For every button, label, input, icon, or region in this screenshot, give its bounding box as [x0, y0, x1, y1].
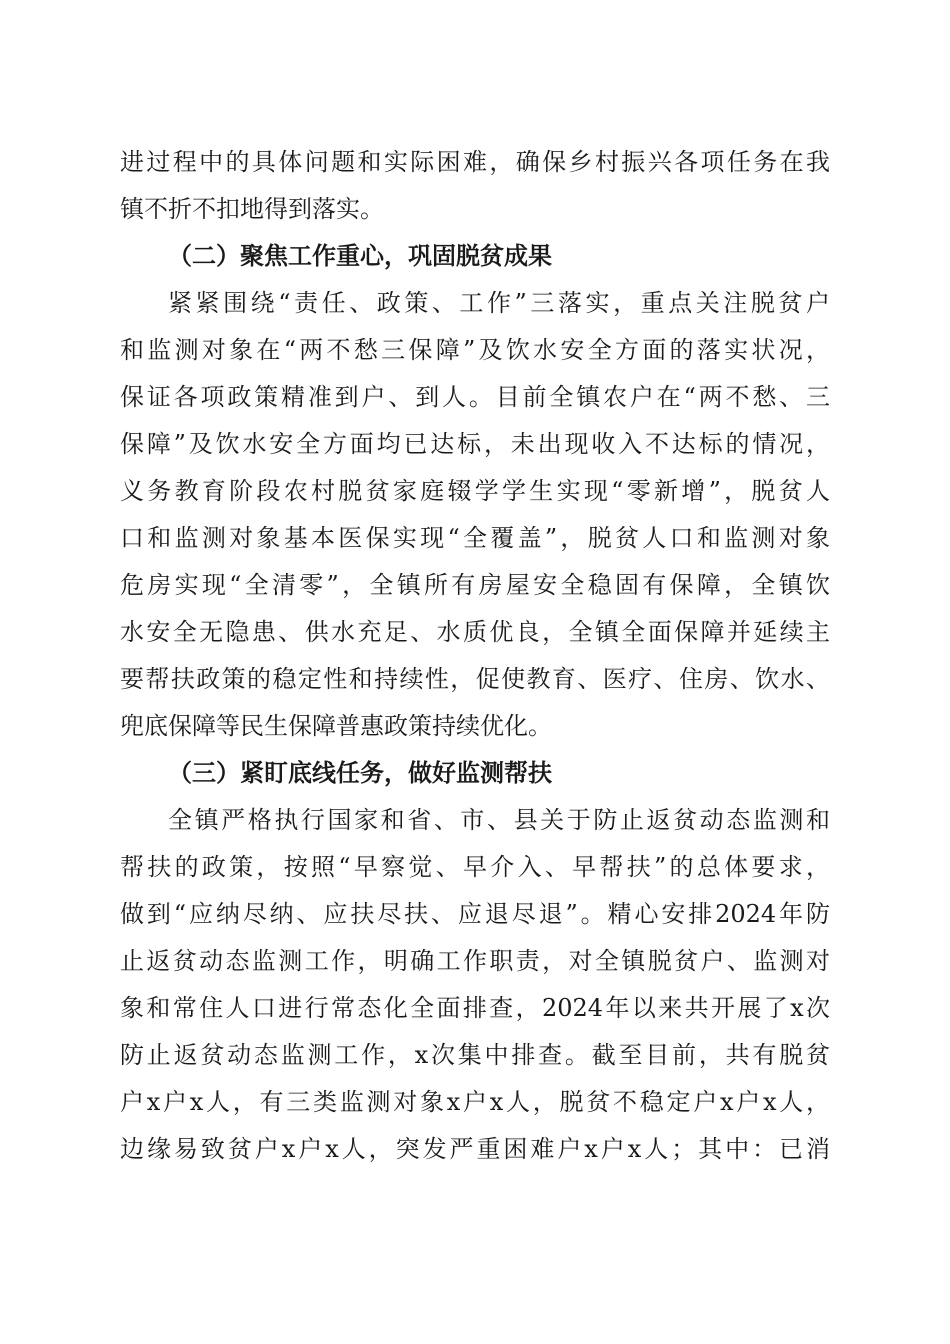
body-text-line: 镇不折不扣地得到落实。 — [120, 195, 384, 223]
body-text-line: 兜底保障等民生保障普惠政策持续优化。 — [120, 712, 552, 740]
body-text-line: 要帮扶政策的稳定性和持续性，促使教育、医疗、住房、饮水、 — [120, 665, 830, 693]
body-text-line: 口和监测对象基本医保实现“全覆盖”，脱贫人口和监测对象 — [120, 524, 830, 552]
body-text-line: 保障”及饮水安全方面均已达标，未出现收入不达标的情况， — [120, 430, 830, 458]
body-text-line: 帮扶的政策，按照“早察觉、早介入、早帮扶”的总体要求， — [120, 853, 830, 881]
body-text-line: 进过程中的具体问题和实际困难，确保乡村振兴各项任务在我 — [120, 148, 830, 176]
body-text-line: 户x户x人，有三类监测对象x户x人，脱贫不稳定户x户x人， — [120, 1088, 830, 1116]
body-text-line: 边缘易致贫户x户x人，突发严重困难户x户x人；其中：已消 — [120, 1135, 830, 1163]
body-text-line: 水安全无隐患、供水充足、水质优良，全镇全面保障并延续主 — [120, 618, 830, 646]
body-text-line: 紧紧围绕“责任、政策、工作”三落实，重点关注脱贫户 — [168, 289, 830, 317]
body-text-line: 保证各项政策精准到户、到人。目前全镇农户在“两不愁、三 — [120, 383, 830, 411]
body-text-line: 危房实现“全清零”，全镇所有房屋安全稳固有保障，全镇饮 — [120, 571, 830, 599]
body-text-line: 象和常住人口进行常态化全面排查，2024年以来共开展了x次 — [120, 994, 830, 1022]
body-text-line: 全镇严格执行国家和省、市、县关于防止返贫动态监测和 — [168, 806, 830, 834]
body-text-line: 义务教育阶段农村脱贫家庭辍学学生实现“零新增”，脱贫人 — [120, 477, 830, 505]
section-heading-2: （二）聚焦工作重心，巩固脱贫成果 — [168, 241, 552, 270]
section-heading-3: （三）紧盯底线任务，做好监测帮扶 — [168, 758, 552, 787]
body-text-line: 做到“应纳尽纳、应扶尽扶、应退尽退”。精心安排2024年防 — [120, 900, 830, 928]
body-text-line: 防止返贫动态监测工作，x次集中排查。截至目前，共有脱贫 — [120, 1041, 830, 1069]
body-text-line: 和监测对象在“两不愁三保障”及饮水安全方面的落实状况， — [120, 336, 830, 364]
body-text-line: 止返贫动态监测工作，明确工作职责，对全镇脱贫户、监测对 — [120, 947, 830, 975]
